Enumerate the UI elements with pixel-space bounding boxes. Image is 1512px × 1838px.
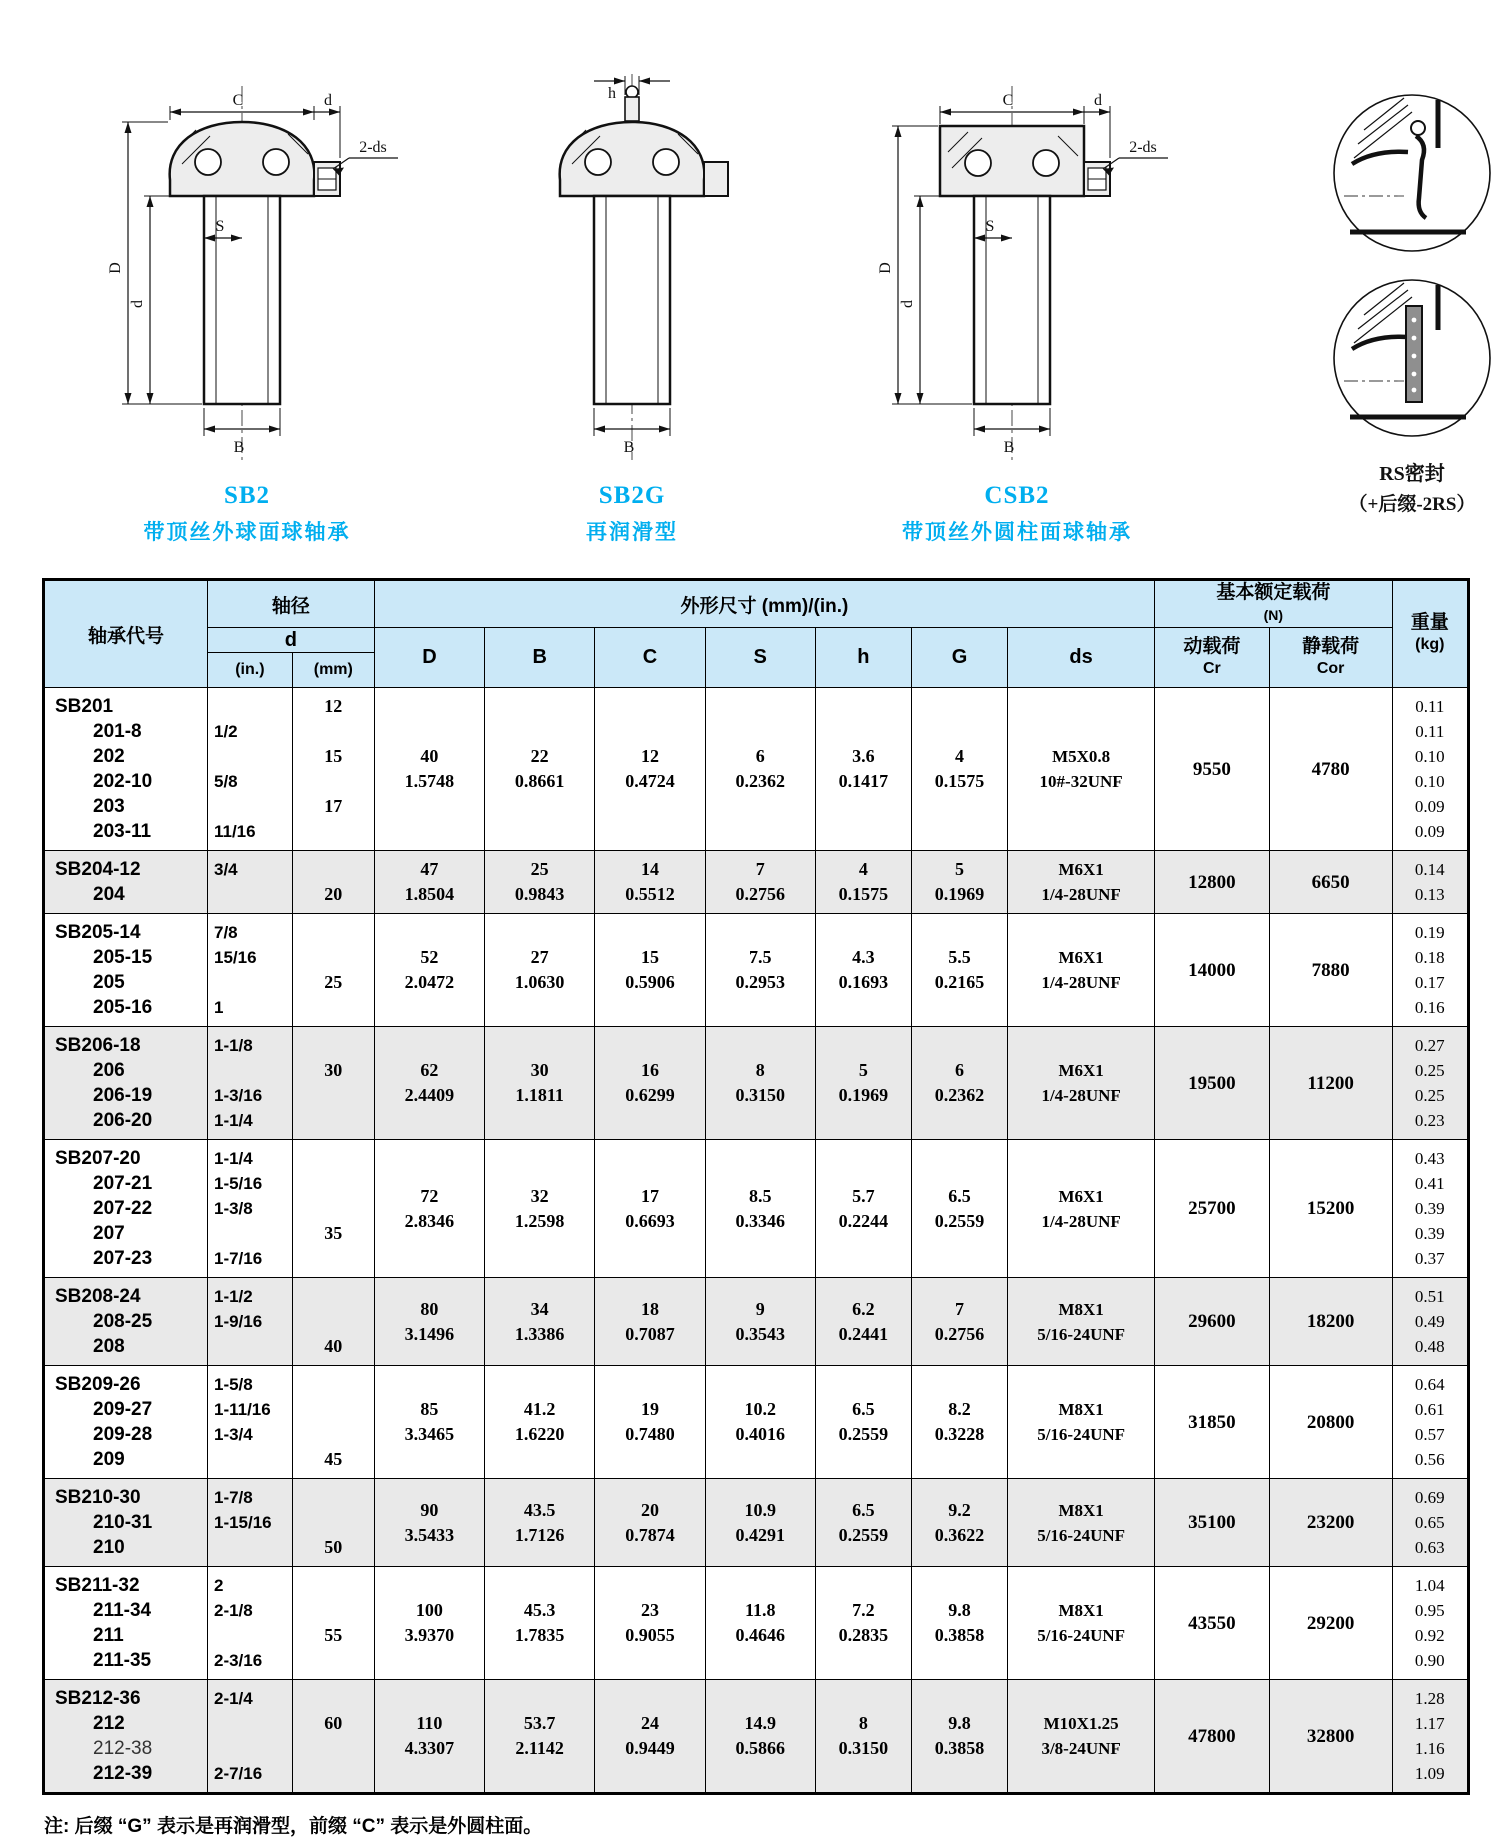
bearing-group-row — [44, 1567, 1469, 1680]
dim-label-2ds: 2-ds — [359, 139, 387, 156]
header-weight-unit: (kg) — [1415, 636, 1445, 653]
dim-label-d-top: d — [324, 92, 332, 109]
footnote: 注: 后缀 “G” 表示是再润滑型，前缀 “C” 表示是外圆柱面。 — [44, 1816, 543, 1837]
caption-sb2 — [144, 482, 351, 546]
dim-label-2ds: 2-ds — [1129, 139, 1157, 156]
cell-dynamic-load-cr: 29600 — [1155, 1278, 1270, 1366]
cell-dynamic-load-cr: 9550 — [1155, 688, 1270, 851]
cell-dim-S: 11.8 0.4646 — [705, 1567, 815, 1680]
header-basic-load-rating — [1155, 580, 1392, 628]
bearing-group-row — [44, 851, 1469, 914]
cell-dynamic-load-cr: 19500 — [1155, 1027, 1270, 1140]
header-static-load-symbol: Cor — [1316, 659, 1345, 677]
cell-shaft-diameter-mm: 60 — [292, 1680, 374, 1794]
cell-bearing-codes: SB201 201-8 202 202-10 203 203-11 — [44, 688, 208, 851]
figure-csb2 — [862, 68, 1172, 546]
cell-static-load-cor: 29200 — [1269, 1567, 1392, 1680]
cell-dim-D: 72 2.8346 — [374, 1140, 484, 1278]
header-d-inch: (in.) — [207, 653, 292, 688]
bearing-group-row — [44, 1680, 1469, 1794]
dim-label-D: D — [107, 262, 124, 274]
dim-label-S: S — [215, 218, 225, 235]
cell-shaft-diameter-inch: 1-1/2 1-9/16 — [207, 1278, 292, 1366]
cell-shaft-diameter-inch: 1/2 5/8 11/16 — [207, 688, 292, 851]
cell-shaft-diameter-mm: 25 — [292, 914, 374, 1027]
cell-bearing-codes: SB210-30 210-31 210 — [44, 1479, 208, 1567]
cell-shaft-diameter-mm: 12 15 17 — [292, 688, 374, 851]
header-col-D: D — [374, 628, 484, 688]
dim-label-d-top: d — [1094, 92, 1102, 109]
cell-shaft-diameter-mm: 35 — [292, 1140, 374, 1278]
table-body — [44, 688, 1469, 1794]
cell-shaft-diameter-mm: 40 — [292, 1278, 374, 1366]
cell-dim-G: 7 0.2756 — [911, 1278, 1007, 1366]
figures-row — [0, 0, 1512, 568]
cell-weight-kg: 0.11 0.11 0.10 0.10 0.09 0.09 — [1392, 688, 1468, 851]
bearing-group-row — [44, 1140, 1469, 1278]
rs-seal-label: RS密封 — [1379, 463, 1445, 485]
dim-label-B: B — [233, 439, 245, 456]
cell-shaft-diameter-inch: 1-1/4 1-5/16 1-3/8 1-7/16 — [207, 1140, 292, 1278]
cell-set-screw-thread: M6X1 1/4-28UNF — [1008, 1140, 1155, 1278]
header-weight-text: 重量 — [1410, 612, 1449, 633]
dim-label-S: S — [985, 218, 995, 235]
cell-dim-G: 8.2 0.3228 — [911, 1366, 1007, 1479]
header-static-load-text: 静载荷 — [1302, 635, 1360, 657]
cell-shaft-diameter-mm: 30 — [292, 1027, 374, 1140]
cell-shaft-diameter-inch: 2 2-1/8 2-3/16 — [207, 1567, 292, 1680]
cell-shaft-diameter-mm: 20 — [292, 851, 374, 914]
cell-dynamic-load-cr: 25700 — [1155, 1140, 1270, 1278]
cell-dim-B: 34 1.3386 — [485, 1278, 595, 1366]
cell-dynamic-load-cr: 47800 — [1155, 1680, 1270, 1794]
cell-dim-G: 5 0.1969 — [911, 851, 1007, 914]
header-d-mm: (mm) — [292, 653, 374, 688]
cell-dim-B: 45.3 1.7835 — [485, 1567, 595, 1680]
figure-code: CSB2 — [984, 482, 1050, 509]
header-col-C: C — [595, 628, 705, 688]
bearing-group-row — [44, 1027, 1469, 1140]
figure-sb2g — [482, 68, 782, 546]
cell-dim-B: 53.7 2.1142 — [485, 1680, 595, 1794]
cell-dim-S: 8 0.3150 — [705, 1027, 815, 1140]
cell-dim-h: 8 0.3150 — [815, 1680, 911, 1794]
cell-set-screw-thread: M8X1 5/16-24UNF — [1008, 1479, 1155, 1567]
rs-seal-suffix-label: （+后缀-2RS） — [1348, 494, 1476, 515]
cell-dim-G: 9.8 0.3858 — [911, 1567, 1007, 1680]
cell-dim-C: 17 0.6693 — [595, 1140, 705, 1278]
cell-shaft-diameter-inch: 1-7/8 1-15/16 — [207, 1479, 292, 1567]
cell-dim-h: 7.2 0.2835 — [815, 1567, 911, 1680]
cell-shaft-diameter-inch: 1-1/8 1-3/16 1-1/4 — [207, 1027, 292, 1140]
cell-weight-kg: 1.28 1.17 1.16 1.09 — [1392, 1680, 1468, 1794]
cell-bearing-codes: SB212-36 212 212-38 212-39 — [44, 1680, 208, 1794]
cell-dim-C: 19 0.7480 — [595, 1366, 705, 1479]
header-load-text: 基本额定载荷 — [1216, 582, 1331, 603]
cell-dim-B: 25 0.9843 — [485, 851, 595, 914]
header-bearing-code: 轴承代号 — [44, 580, 208, 688]
header-dynamic-load — [1155, 628, 1270, 688]
header-load-unit: (N) — [1263, 607, 1284, 623]
figure-caption: 带顶丝外圆柱面球轴承 — [902, 521, 1132, 544]
cell-dim-h: 6.5 0.2559 — [815, 1479, 911, 1567]
rs-seal-detail-drawing — [1252, 68, 1512, 528]
cell-dynamic-load-cr: 14000 — [1155, 914, 1270, 1027]
cell-dim-C: 24 0.9449 — [595, 1680, 705, 1794]
cell-dim-G: 6 0.2362 — [911, 1027, 1007, 1140]
header-dynamic-load-symbol: Cr — [1202, 659, 1221, 677]
cell-shaft-diameter-inch: 2-1/4 2-7/16 — [207, 1680, 292, 1794]
header-static-load — [1269, 628, 1392, 688]
cell-weight-kg: 0.19 0.18 0.17 0.16 — [1392, 914, 1468, 1027]
cell-weight-kg: 1.04 0.95 0.92 0.90 — [1392, 1567, 1468, 1680]
figure-rs-seal — [1252, 68, 1512, 528]
cell-dim-S: 14.9 0.5866 — [705, 1680, 815, 1794]
cell-dim-B: 27 1.0630 — [485, 914, 595, 1027]
dim-label-B: B — [1003, 439, 1015, 456]
cell-dim-C: 23 0.9055 — [595, 1567, 705, 1680]
cell-bearing-codes: SB206-18 206 206-19 206-20 — [44, 1027, 208, 1140]
cell-weight-kg: 0.43 0.41 0.39 0.39 0.37 — [1392, 1140, 1468, 1278]
cell-dim-D: 62 2.4409 — [374, 1027, 484, 1140]
cell-dim-C: 12 0.4724 — [595, 688, 705, 851]
cell-dim-D: 100 3.9370 — [374, 1567, 484, 1680]
cell-dim-B: 32 1.2598 — [485, 1140, 595, 1278]
header-col-B: B — [485, 628, 595, 688]
cell-dim-h: 4.3 0.1693 — [815, 914, 911, 1027]
cell-dim-S: 8.5 0.3346 — [705, 1140, 815, 1278]
table-header — [44, 580, 1469, 688]
dim-label-d-bore: d — [899, 300, 916, 308]
cell-weight-kg: 0.27 0.25 0.25 0.23 — [1392, 1027, 1468, 1140]
cell-dim-C: 16 0.6299 — [595, 1027, 705, 1140]
bearing-group-row — [44, 1278, 1469, 1366]
cell-dim-D: 80 3.1496 — [374, 1278, 484, 1366]
cell-weight-kg: 0.14 0.13 — [1392, 851, 1468, 914]
cell-static-load-cor: 6650 — [1269, 851, 1392, 914]
figure-sb2 — [92, 68, 402, 546]
cell-shaft-diameter-inch: 3/4 — [207, 851, 292, 914]
cell-dim-B: 22 0.8661 — [485, 688, 595, 851]
cell-dim-h: 4 0.1575 — [815, 851, 911, 914]
sb2-bearing-drawing — [92, 68, 402, 468]
header-col-G: G — [911, 628, 1007, 688]
caption-csb2 — [902, 482, 1132, 546]
cell-set-screw-thread: M6X1 1/4-28UNF — [1008, 1027, 1155, 1140]
cell-dim-D: 85 3.3465 — [374, 1366, 484, 1479]
cell-dim-C: 20 0.7874 — [595, 1479, 705, 1567]
header-shaft-diameter: 轴径 — [207, 580, 374, 628]
cell-dim-D: 47 1.8504 — [374, 851, 484, 914]
cell-static-load-cor: 15200 — [1269, 1140, 1392, 1278]
bearing-group-row — [44, 688, 1469, 851]
cell-dim-h: 5 0.1969 — [815, 1027, 911, 1140]
header-col-ds: ds — [1008, 628, 1155, 688]
bearing-group-row — [44, 914, 1469, 1027]
cell-dim-C: 14 0.5512 — [595, 851, 705, 914]
cell-static-load-cor: 23200 — [1269, 1479, 1392, 1567]
cell-dim-S: 7 0.2756 — [705, 851, 815, 914]
header-dynamic-load-text: 动载荷 — [1183, 635, 1241, 657]
dim-label-d-bore: d — [129, 300, 146, 308]
cell-dim-C: 18 0.7087 — [595, 1278, 705, 1366]
cell-dim-S: 7.5 0.2953 — [705, 914, 815, 1027]
header-d: d — [207, 628, 374, 653]
cell-dim-D: 110 4.3307 — [374, 1680, 484, 1794]
bearing-group-row — [44, 1479, 1469, 1567]
sb2g-bearing-drawing — [482, 68, 782, 468]
figure-caption: 再润滑型 — [586, 521, 678, 544]
cell-dynamic-load-cr: 12800 — [1155, 851, 1270, 914]
cell-dynamic-load-cr: 43550 — [1155, 1567, 1270, 1680]
cell-static-load-cor: 20800 — [1269, 1366, 1392, 1479]
cell-weight-kg: 0.51 0.49 0.48 — [1392, 1278, 1468, 1366]
cell-dim-G: 6.5 0.2559 — [911, 1140, 1007, 1278]
cell-dim-C: 15 0.5906 — [595, 914, 705, 1027]
cell-dim-G: 9.2 0.3622 — [911, 1479, 1007, 1567]
cell-dim-h: 3.6 0.1417 — [815, 688, 911, 851]
csb2-bearing-drawing — [862, 68, 1172, 468]
dim-label-D: D — [877, 262, 894, 274]
cell-bearing-codes: SB209-26 209-27 209-28 209 — [44, 1366, 208, 1479]
cell-static-load-cor: 32800 — [1269, 1680, 1392, 1794]
cell-dim-G: 4 0.1575 — [911, 688, 1007, 851]
cell-shaft-diameter-mm: 50 — [292, 1479, 374, 1567]
header-col-h: h — [815, 628, 911, 688]
cell-shaft-diameter-mm: 55 — [292, 1567, 374, 1680]
cell-dim-G: 9.8 0.3858 — [911, 1680, 1007, 1794]
bearing-spec-table — [42, 578, 1470, 1795]
figure-code: SB2 — [223, 482, 271, 509]
cell-dim-G: 5.5 0.2165 — [911, 914, 1007, 1027]
header-col-S: S — [705, 628, 815, 688]
dim-label-C: C — [1002, 92, 1014, 109]
figure-code: SB2G — [598, 482, 666, 509]
cell-dim-D: 90 3.5433 — [374, 1479, 484, 1567]
cell-static-load-cor: 4780 — [1269, 688, 1392, 851]
cell-set-screw-thread: M10X1.25 3/8-24UNF — [1008, 1680, 1155, 1794]
header-dimensions: 外形尺寸 (mm)/(in.) — [374, 580, 1154, 628]
cell-bearing-codes: SB208-24 208-25 208 — [44, 1278, 208, 1366]
cell-dim-B: 41.2 1.6220 — [485, 1366, 595, 1479]
dim-label-B: B — [623, 439, 635, 456]
cell-shaft-diameter-mm: 45 — [292, 1366, 374, 1479]
cell-set-screw-thread: M8X1 5/16-24UNF — [1008, 1567, 1155, 1680]
cell-set-screw-thread: M6X1 1/4-28UNF — [1008, 851, 1155, 914]
cell-bearing-codes: SB204-12 204 — [44, 851, 208, 914]
cell-dim-S: 10.9 0.4291 — [705, 1479, 815, 1567]
cell-bearing-codes: SB205-14 205-15 205 205-16 — [44, 914, 208, 1027]
cell-bearing-codes: SB207-20 207-21 207-22 207 207-23 — [44, 1140, 208, 1278]
cell-dim-S: 6 0.2362 — [705, 688, 815, 851]
cell-shaft-diameter-inch: 1-5/8 1-11/16 1-3/4 — [207, 1366, 292, 1479]
cell-static-load-cor: 11200 — [1269, 1027, 1392, 1140]
bearing-group-row — [44, 1366, 1469, 1479]
cell-dim-h: 6.5 0.2559 — [815, 1366, 911, 1479]
cell-dim-S: 9 0.3543 — [705, 1278, 815, 1366]
cell-set-screw-thread: M8X1 5/16-24UNF — [1008, 1278, 1155, 1366]
cell-shaft-diameter-inch: 7/8 15/16 1 — [207, 914, 292, 1027]
cell-dim-h: 5.7 0.2244 — [815, 1140, 911, 1278]
cell-weight-kg: 0.69 0.65 0.63 — [1392, 1479, 1468, 1567]
cell-dim-B: 30 1.1811 — [485, 1027, 595, 1140]
header-weight — [1392, 580, 1468, 688]
cell-dim-D: 52 2.0472 — [374, 914, 484, 1027]
cell-dim-D: 40 1.5748 — [374, 688, 484, 851]
dim-label-h: h — [608, 85, 616, 102]
cell-dim-S: 10.2 0.4016 — [705, 1366, 815, 1479]
cell-dynamic-load-cr: 31850 — [1155, 1366, 1270, 1479]
cell-weight-kg: 0.64 0.61 0.57 0.56 — [1392, 1366, 1468, 1479]
dim-label-C: C — [232, 92, 244, 109]
cell-set-screw-thread: M8X1 5/16-24UNF — [1008, 1366, 1155, 1479]
cell-static-load-cor: 7880 — [1269, 914, 1392, 1027]
caption-sb2g — [586, 482, 678, 546]
cell-set-screw-thread: M5X0.8 10#-32UNF — [1008, 688, 1155, 851]
cell-dim-h: 6.2 0.2441 — [815, 1278, 911, 1366]
cell-dynamic-load-cr: 35100 — [1155, 1479, 1270, 1567]
cell-bearing-codes: SB211-32 211-34 211 211-35 — [44, 1567, 208, 1680]
figure-caption: 带顶丝外球面球轴承 — [143, 521, 351, 544]
cell-dim-B: 43.5 1.7126 — [485, 1479, 595, 1567]
cell-static-load-cor: 18200 — [1269, 1278, 1392, 1366]
cell-set-screw-thread: M6X1 1/4-28UNF — [1008, 914, 1155, 1027]
